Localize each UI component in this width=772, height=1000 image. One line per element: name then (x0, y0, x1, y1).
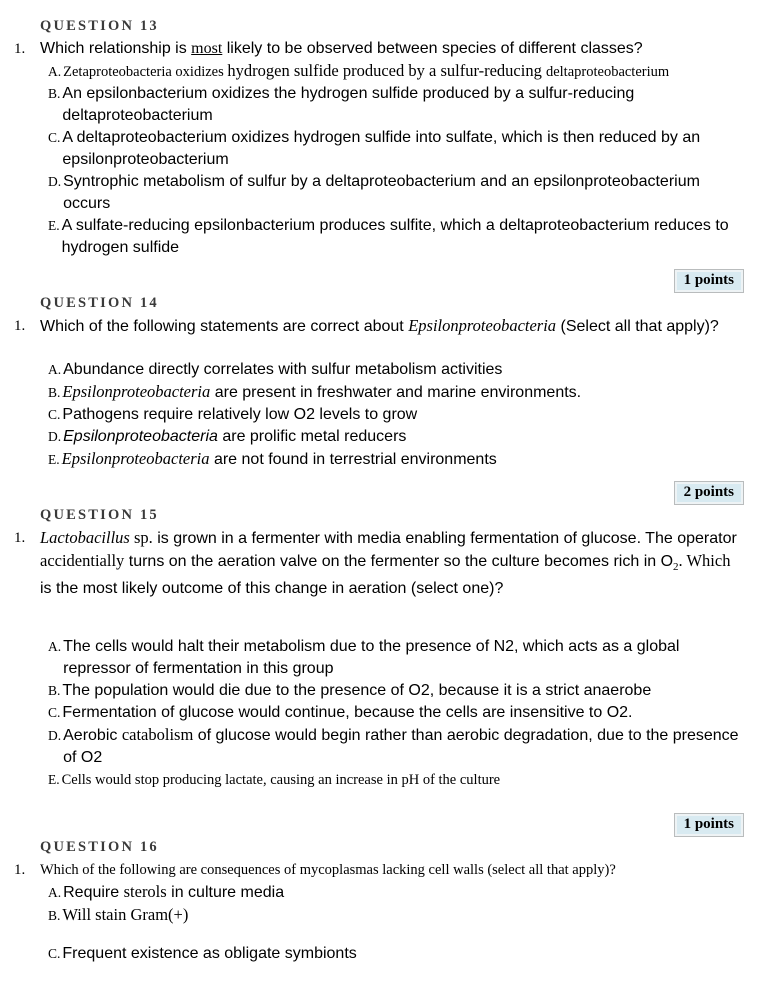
question-number: 1. (14, 530, 26, 546)
text-run: are not found in terrestrial environments (209, 451, 497, 468)
text-run: Fermentation of glucose would continue, because the cells are insensitive to O2. (62, 704, 633, 722)
option-letter: C. (48, 946, 61, 962)
text-run: . Which (678, 551, 731, 570)
option-letter: B. (48, 683, 61, 699)
answer-option (48, 724, 744, 769)
option-letter: A. (48, 639, 62, 655)
text-run: accidentially (40, 551, 125, 570)
text-run: Will stain Gram(+) (62, 905, 189, 925)
option-text (63, 724, 744, 769)
question-body (40, 38, 744, 259)
answer-option (48, 381, 744, 404)
question-row (14, 859, 744, 965)
option-text (63, 881, 744, 904)
question-header: QUESTION 15 (40, 507, 159, 523)
option-text (62, 381, 744, 404)
text-run: Which relationship is (40, 40, 192, 57)
answer-option (48, 904, 744, 927)
question-prompt (40, 38, 744, 60)
answer-option (48, 404, 744, 426)
text-run: Epsilonproteobacteria (61, 449, 210, 468)
text-run: are present in freshwater and marine environments. (210, 384, 582, 401)
text-run: The population would die due to the presence of O2, because it is a strict anaerobe (62, 682, 652, 700)
text-run: A deltaproteobacterium oxidizes hydrogen sulfide into sulfate, which is then reduced by an epsilonproteobacterium (62, 129, 701, 168)
question-prompt (40, 859, 744, 881)
option-letter: B. (48, 86, 61, 101)
text-run: hydrogen sulfide produced by a sulfur-reducing (227, 61, 546, 80)
option-letter: B. (48, 385, 61, 400)
text-run: Which of the following are consequences of mycoplasmas lacking cell walls (select all that apply)? (40, 862, 616, 879)
option-text (63, 636, 744, 680)
option-text (62, 127, 744, 171)
option-letter: D. (48, 429, 62, 444)
points-row (14, 813, 744, 837)
option-text (62, 215, 744, 259)
points-badge: 1 points (674, 813, 744, 837)
text-run: Zetaproteobacteria oxidizes (63, 64, 228, 80)
text-run: Epsilonproteobacteria (62, 382, 211, 401)
text-run: Pathogens require relatively low O2 levels to grow (62, 406, 418, 423)
option-letter: D. (48, 174, 62, 189)
question-number: 1. (14, 862, 26, 879)
points-badge: 1 points (674, 269, 744, 293)
points-badge: 2 points (674, 481, 744, 505)
question-prompt (40, 527, 744, 600)
option-text (63, 171, 744, 215)
answer-option (48, 359, 744, 381)
answer-option (48, 702, 744, 724)
options-list (48, 359, 744, 471)
answer-option (48, 127, 744, 171)
text-run: Require (63, 884, 124, 902)
option-text (63, 359, 744, 381)
text-run: sterols (123, 882, 167, 902)
text-run: Syntrophic metabolism of sulfur by a deltaproteobacterium and an epsilonproteobacterium occurs (63, 173, 700, 212)
answer-option (48, 448, 744, 471)
question-block (14, 839, 744, 965)
question-row (14, 38, 744, 259)
option-text (62, 702, 744, 724)
question-row (14, 527, 744, 791)
text-run: An epsilonbacterium oxidizes the hydrogen sulfide produced by a sulfur-reducing deltaproteobacterium (62, 85, 635, 124)
text-run: in culture media (166, 884, 285, 902)
text-run: of glucose would begin rather than aerobic degradation, due to the presence of O2 (63, 727, 739, 767)
text-run: Epsilonproteobacteria (408, 316, 557, 335)
option-text (62, 404, 744, 426)
option-text (62, 448, 744, 471)
options-list (48, 60, 744, 259)
option-text (62, 769, 744, 791)
answer-option (48, 636, 744, 680)
text-run: 2 (673, 561, 679, 574)
option-text (62, 904, 744, 927)
answer-option (48, 680, 744, 702)
options-list (48, 881, 744, 965)
answer-option (48, 60, 744, 83)
question-block (14, 507, 744, 837)
question-header: QUESTION 13 (40, 18, 159, 34)
question-header: QUESTION 16 (40, 839, 159, 856)
option-letter: B. (48, 908, 61, 924)
text-run: likely to be observed between species of different classes? (222, 40, 643, 57)
text-run: Cells would stop producing lactate, causing an increase in pH of the culture (61, 772, 501, 789)
answer-option (48, 943, 744, 965)
option-text (62, 680, 744, 702)
option-letter: E. (48, 452, 60, 467)
text-run: catabolism (121, 725, 194, 745)
option-text (63, 60, 744, 83)
points-row (14, 481, 744, 505)
question-number: 1. (14, 41, 26, 57)
option-letter: A. (48, 64, 62, 79)
option-letter: E. (48, 772, 60, 788)
text-run: Aerobic (63, 727, 122, 745)
option-letter: D. (48, 728, 62, 744)
points-row (14, 269, 744, 293)
question-block (14, 18, 744, 293)
question-number: 1. (14, 318, 26, 334)
option-letter: C. (48, 407, 61, 422)
option-text (62, 83, 744, 127)
text-run: Epsilonproteobacteria (63, 428, 218, 445)
option-letter: C. (48, 130, 61, 145)
text-run: turns on the aeration valve on the fermenter so the culture becomes rich in O (124, 553, 674, 570)
question-prompt (40, 315, 744, 338)
question-block (14, 295, 744, 505)
text-run: Abundance directly correlates with sulfur metabolism activities (63, 361, 503, 378)
text-run: most (191, 40, 223, 57)
option-letter: A. (48, 362, 62, 377)
option-text (63, 426, 744, 448)
text-run: A sulfate-reducing epsilonbacterium produces sulfite, which a deltaproteobacterium reduces to hydrogen sulfide (61, 217, 729, 256)
text-run: is the most likely outcome of this change in aeration (select one)? (40, 580, 504, 598)
answer-option (48, 83, 744, 127)
text-run: (Select all that apply)? (556, 318, 719, 335)
question-body (40, 859, 744, 965)
answer-option (48, 426, 744, 448)
option-text (62, 943, 744, 965)
option-letter: C. (48, 705, 61, 721)
question-header: QUESTION 14 (40, 295, 159, 311)
text-run: deltaproteobacterium (545, 64, 670, 80)
answer-option (48, 881, 744, 904)
text-run: sp. (129, 528, 153, 547)
text-run: Frequent existence as obligate symbionts (62, 945, 357, 963)
text-run: are prolific metal reducers (217, 428, 407, 445)
option-letter: A. (48, 885, 62, 901)
answer-option (48, 215, 744, 259)
option-letter: E. (48, 218, 60, 233)
text-run: is grown in a fermenter with media enabling fermentation of glucose. The operator (152, 530, 737, 547)
question-row (14, 315, 744, 471)
answer-option (48, 171, 744, 215)
text-run: Lactobacillus (40, 528, 130, 547)
text-run: Which of the following statements are correct about (40, 318, 409, 335)
question-body (40, 315, 744, 471)
options-list (48, 636, 744, 791)
question-body (40, 527, 744, 791)
answer-option (48, 769, 744, 791)
text-run: The cells would halt their metabolism due to the presence of N2, which acts as a global repressor of fermentation in this group (63, 638, 680, 678)
